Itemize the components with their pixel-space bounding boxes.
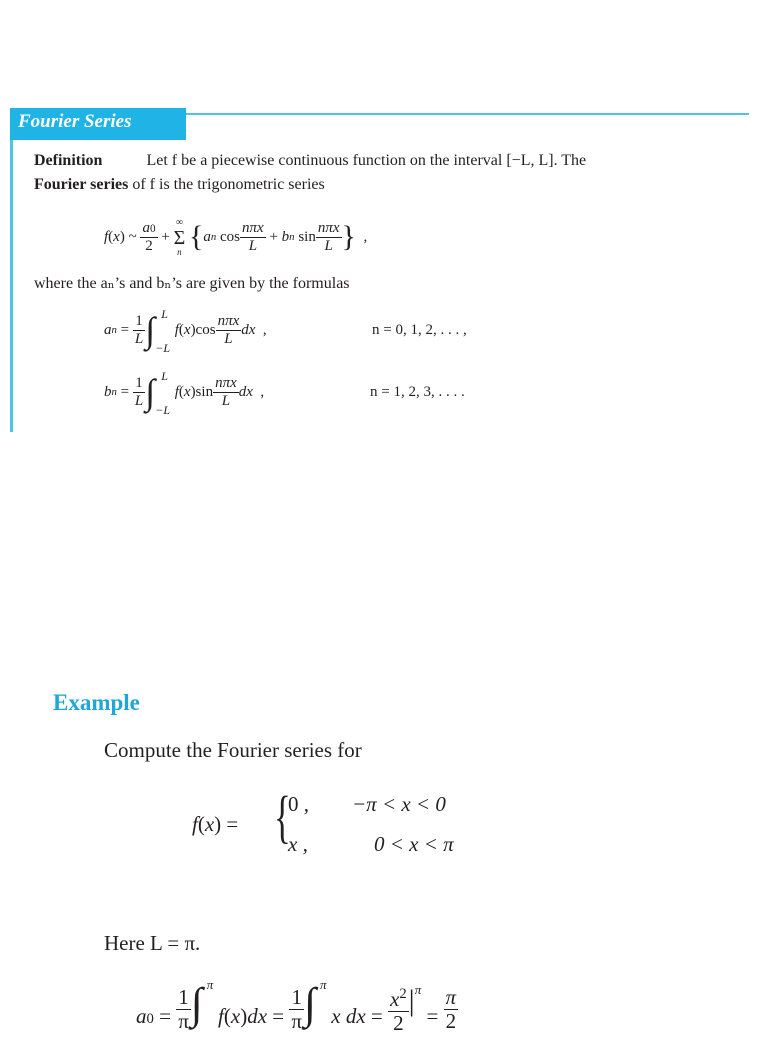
bn-formula: b n = $\frac{1}{L}$ ∫ L −L f ( x )sin $\frac{\text{nπx}}{L}$ dx , <box>104 369 265 417</box>
integral-sign: ∫ π <box>304 977 327 1028</box>
series-formula: f ( x ) ~ $\frac{a0}{2}$ + ∞ Σ n { a n cos $\frac{\text{nπx}}{L}$ + b n sin $\frac{\text{nπx}}{L}$ } , <box>104 216 368 257</box>
box-left-rule <box>10 140 13 432</box>
piecewise-case2-value: x , <box>288 832 308 856</box>
piecewise-lhs: f(x) = <box>192 812 239 836</box>
fourier-series-label: Fourier series <box>34 176 129 193</box>
integral-sign: ∫ L −L <box>145 307 170 355</box>
an-range: n = 0, 1, 2, . . . , <box>372 322 467 338</box>
example-heading: Example <box>53 690 140 715</box>
integral-sign: ∫ π <box>190 977 214 1028</box>
fourier-series-line <box>34 176 325 194</box>
section-title: Fourier Series <box>18 111 132 132</box>
a0-computation: a0 = $\frac{1}{\pi}$ ∫ π f(x)dx = $\frac{1}{\pi}$ ∫ π x dx = $\frac{x^2}{2}$ | π = $\frac{\pi}{2}$ <box>136 977 457 1036</box>
definition-label: Definition <box>34 152 103 169</box>
where-text: where the aₙ’s and bₙ’s are given by the formulas <box>34 275 350 292</box>
an-formula: a n = $\frac{1}{L}$ ∫ L −L f ( x )cos $\frac{\text{nπx}}{L}$ dx , <box>104 307 267 355</box>
bn-range: n = 1, 2, 3, . . . . <box>370 384 465 400</box>
piecewise-case1-value: 0 , <box>288 792 309 816</box>
integral-sign: ∫ L −L <box>145 369 170 417</box>
piecewise-case2-condition: 0 < x < π <box>374 832 454 856</box>
definition-text: Let f be a piecewise continuous function on the interval [−L, L]. The <box>146 152 587 169</box>
fourier-series-text: of f is the trigonometric series <box>132 176 325 193</box>
header-rule <box>186 113 749 115</box>
example-prompt: Compute the Fourier series for <box>104 738 362 762</box>
here-text: Here L = π. <box>104 931 201 955</box>
piecewise-brace: { <box>274 784 291 849</box>
definition-line <box>34 152 586 170</box>
piecewise-case1-condition: −π < x < 0 <box>352 792 446 816</box>
